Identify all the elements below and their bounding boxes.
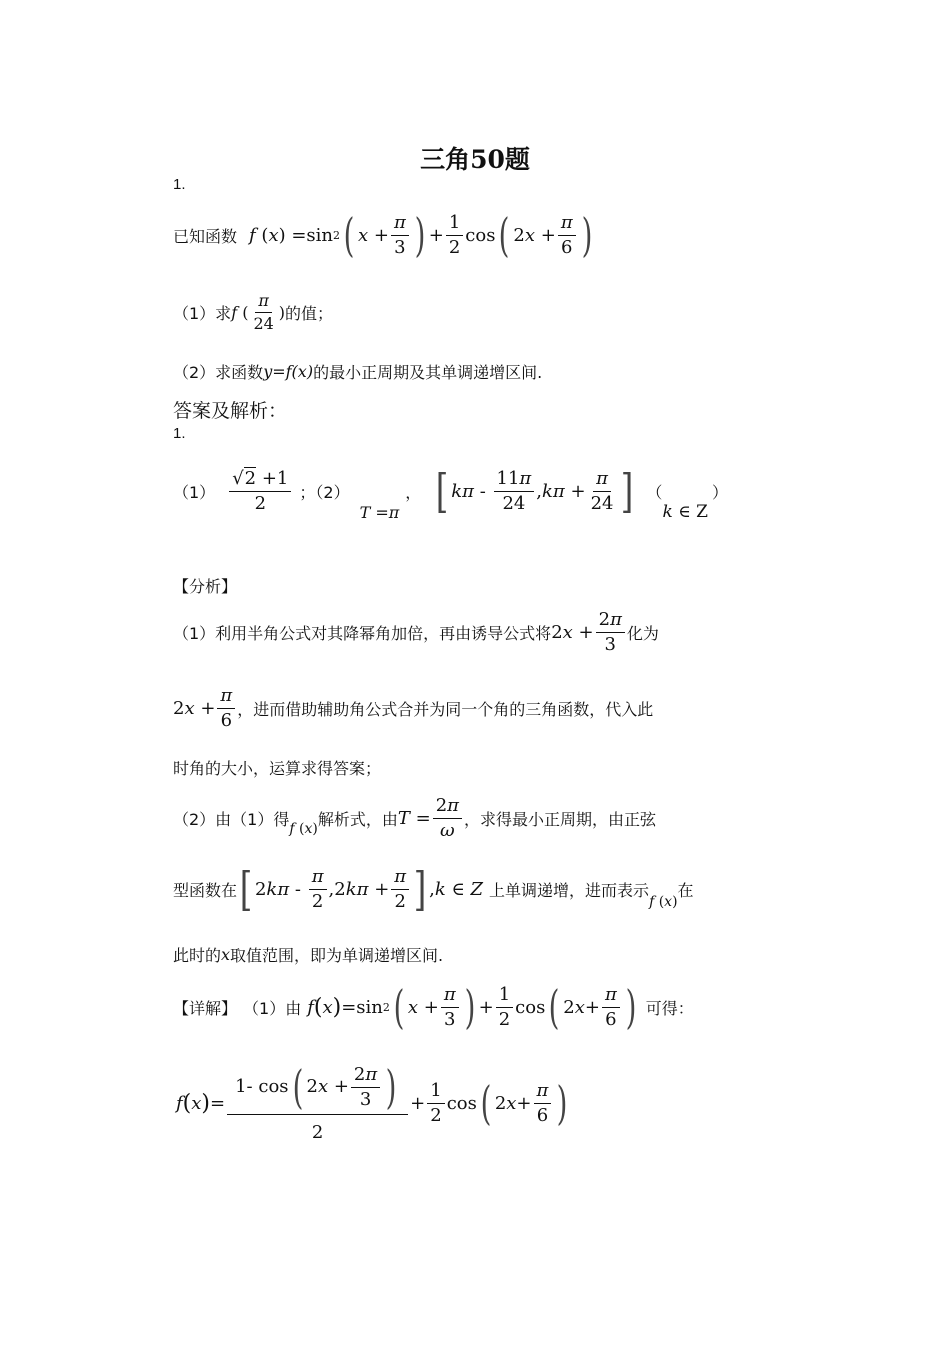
period-definition-formula: T = $\frac{2\pi}{\omega}$ bbox=[398, 796, 464, 841]
analysis-line-6: 此时的 x 取值范围，即为单调递增区间. bbox=[173, 945, 444, 965]
fx-formula: f ( x ) bbox=[289, 821, 318, 838]
fx-formula: f ( x ) bbox=[649, 894, 678, 910]
sine-increasing-interval-formula: [ 2 kπ - $\frac{\pi}{2}$ ,2 kπ + $\frac{\pi}{2}$ ] , k ∈ Z bbox=[239, 862, 484, 916]
f-pi-24-formula: f ( $\frac{\pi}{24}$ ) bbox=[231, 291, 286, 333]
two-x-plus-2pi-3-formula: 2 x + $\frac{2\pi}{3}$ bbox=[551, 610, 627, 655]
answer-heading: 答案及解析： bbox=[173, 400, 288, 422]
answer-1-formula: $\frac{√2 +1}{2}$ bbox=[227, 469, 293, 514]
analysis-line-1: （1）利用半角公式对其降幂角加倍，再由诱导公式将 2 x + $\frac{2\pi}{3}$ 化为 bbox=[173, 609, 659, 655]
detail-expansion-formula: f ( x ) = 1- cos ( 2 x + $\frac{2\pi}{3}$ ) 2 + $\frac{1}{2}$ cos ( 2 x + $\frac{\pi}{6}$ ) bbox=[176, 1060, 568, 1143]
question-part-1: （1）求 f ( $\frac{\pi}{24}$ ) 的值； bbox=[173, 291, 334, 333]
answer-number: 1. bbox=[173, 425, 186, 442]
analysis-line-5: 型函数在 [ 2 kπ - $\frac{\pi}{2}$ ,2 kπ + $\frac{\pi}{2}$ ] , k ∈ Z 上单调递增，进而表示 f ( x ) 在 bbox=[173, 862, 694, 916]
detail-line-2 bbox=[176, 1060, 571, 1143]
answer-line: （1） $\frac{√2 +1}{2}$ ；（2） T = π ， [ kπ - $\frac{11\pi}{24}$ , kπ + $\frac{\pi}{24}$ ] （ k ∈ Z ） bbox=[173, 464, 728, 522]
analysis-label: 【分析】 bbox=[173, 577, 238, 596]
two-x-plus-pi-6-formula: 2 x + $\frac{\pi}{6}$ bbox=[173, 686, 237, 731]
detail-function-formula: f ( x ) =sin 2 ( x + $\frac{\pi}{3}$ ) + $\frac{1}{2}$ cos ( 2 x + $\frac{\pi}{6}$ ) bbox=[307, 980, 637, 1034]
question-part-2: （2）求函数 y=f(x) 的最小正周期及其单调递增区间. bbox=[173, 362, 543, 382]
question-number: 1. bbox=[173, 176, 186, 193]
function-formula: f ( x ) =sin 2 ( x + $\frac{\pi}{3}$ ) + $\frac{1}{2}$ cos ( 2 x + $\frac{\pi}{6}$ ) bbox=[249, 208, 593, 262]
period-formula: T = π bbox=[359, 502, 400, 522]
detail-line-1: 【详解】 （1）由 f ( x ) =sin 2 ( x + $\frac{\pi}{3}$ ) + $\frac{1}{2}$ cos ( 2 x + $\frac{\pi}{6}$ ) 可得： bbox=[173, 980, 694, 1034]
page-title: 三角50题 bbox=[420, 145, 530, 174]
detail-label: 【详解】 bbox=[173, 998, 238, 1018]
question-statement bbox=[173, 208, 596, 262]
k-in-z-formula: k ∈ Z bbox=[662, 502, 708, 522]
interval-formula: [ kπ - $\frac{11\pi}{24}$ , kπ + $\frac{\pi}{24}$ ] bbox=[435, 464, 634, 518]
question-intro: 已知函数 bbox=[173, 226, 238, 246]
analysis-line-3: 时角的大小，运算求得答案； bbox=[173, 759, 382, 778]
analysis-line-2: 2 x + $\frac{\pi}{6}$ ，进而借助辅助角公式合并为同一个角的三角函数，代入此 bbox=[173, 685, 654, 731]
analysis-line-4: （2）由（1）得 f ( x ) 解析式，由 T = $\frac{2\pi}{\omega}$ ，求得最小正周期，由正弦 bbox=[173, 795, 657, 841]
